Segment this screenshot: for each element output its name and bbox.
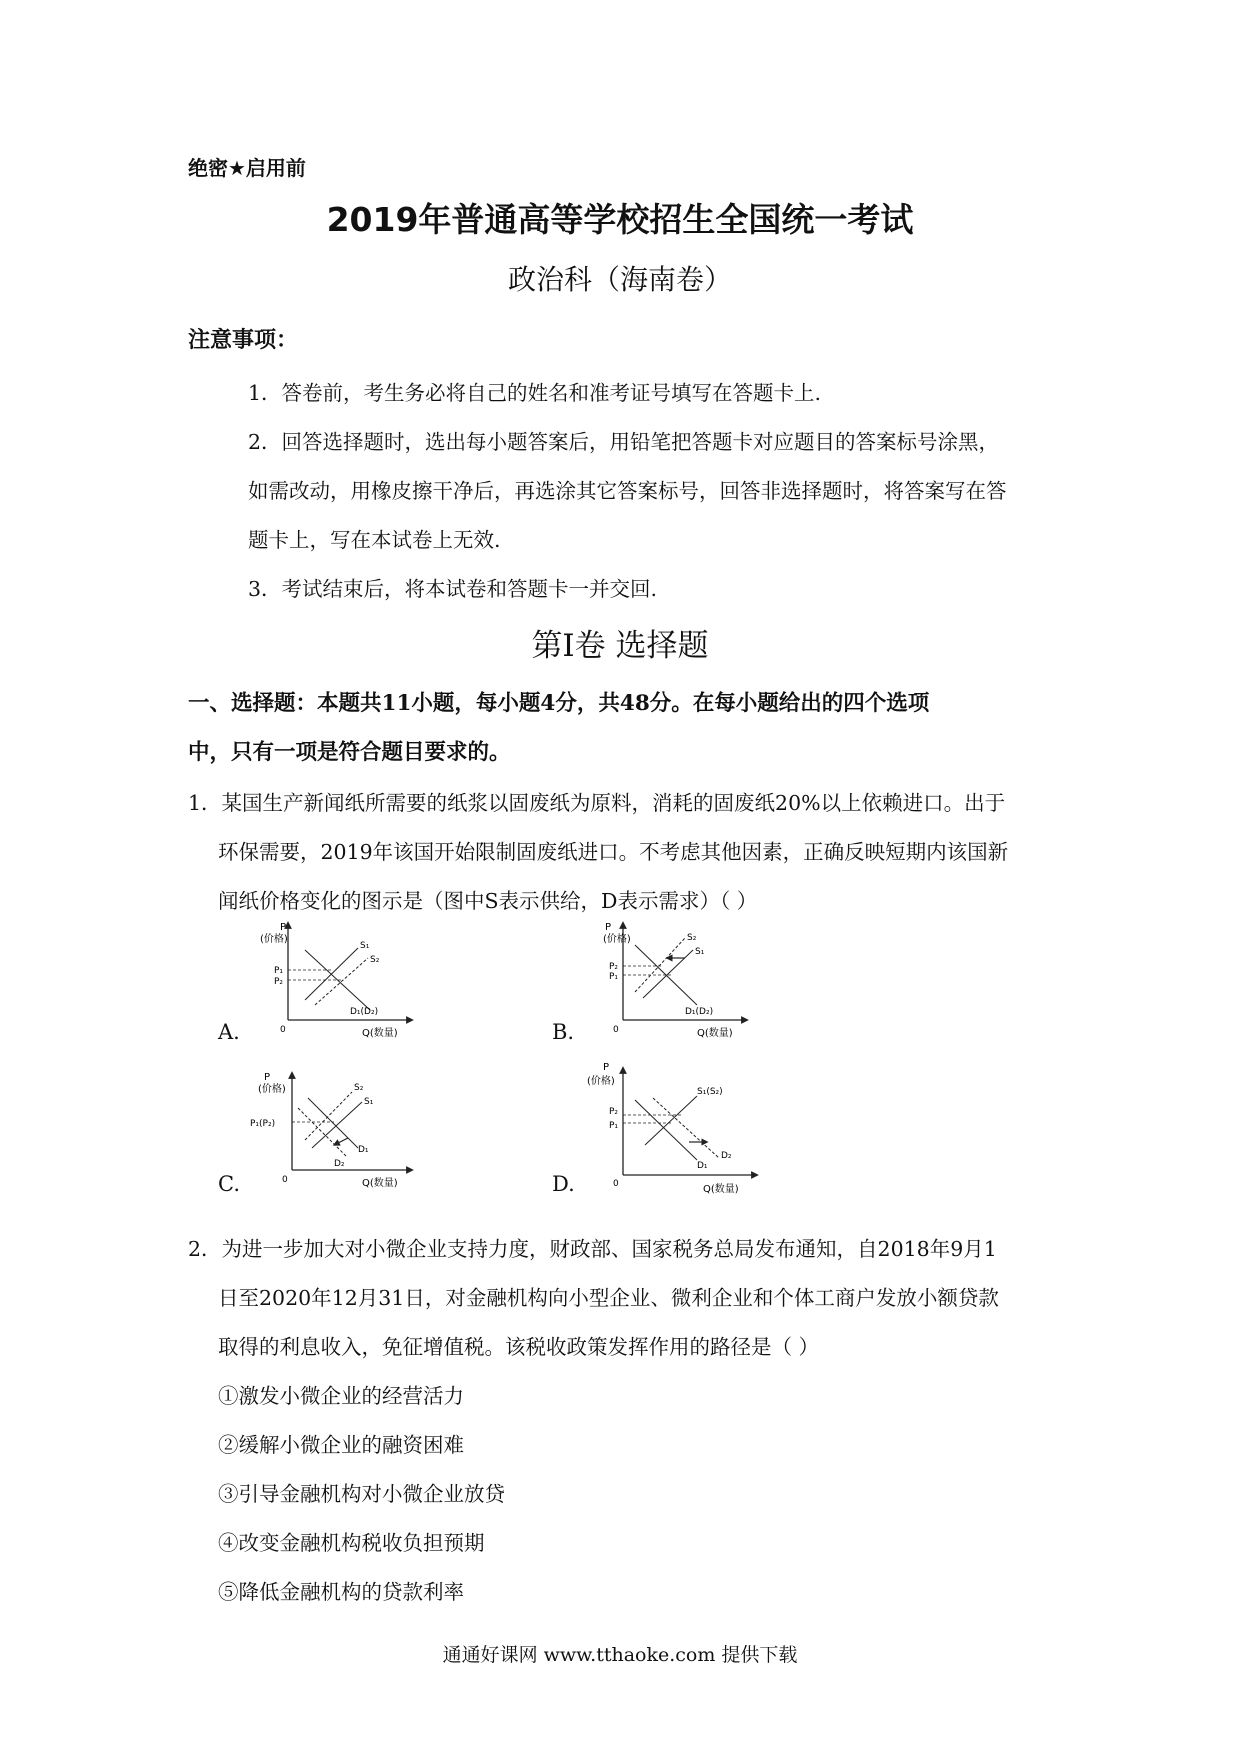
demand-curve-d1: [308, 1098, 358, 1148]
d1-label: D₁: [358, 1145, 369, 1155]
option-d-label: D.: [552, 1172, 575, 1196]
d-label: D₁(D₂): [685, 1007, 714, 1017]
section-instruction: 中，只有一项是符合题目要求的。: [188, 740, 511, 765]
d1-label: D₁: [697, 1161, 708, 1171]
shift-arrow: [336, 1138, 348, 1144]
p-axis-label: P: [280, 922, 287, 933]
exam-title: 2019年普通高等学校招生全国统一考试: [326, 200, 914, 239]
p1-label: P₁: [609, 1121, 619, 1131]
p1-label: P₁: [609, 972, 619, 982]
supply-curve: [645, 1096, 697, 1145]
p-axis-unit: (价格): [587, 1076, 615, 1087]
p2-label: P₂: [609, 962, 619, 972]
supply-curve-s1: [643, 950, 693, 998]
origin-label: 0: [282, 1175, 288, 1185]
graph-c: [250, 1070, 420, 1190]
p1-label: P₁: [274, 966, 284, 976]
q-axis-label: Q(数量): [703, 1184, 739, 1195]
s2-label: S₂: [354, 1083, 364, 1093]
notice-line: 1．答卷前，考生务必将自己的姓名和准考证号填写在答题卡上.: [248, 381, 822, 405]
s2-label: S₂: [370, 955, 380, 965]
section-title: 第Ⅰ卷 选择题: [531, 628, 709, 664]
s-label: S₁(S₂): [697, 1087, 723, 1097]
origin-label: 0: [613, 1179, 619, 1189]
question-2-line: 2．为进一步加大对小微企业支持力度，财政部、国家税务总局发布通知，自2018年9月1: [188, 1237, 997, 1261]
p-axis-label: P: [603, 1062, 610, 1073]
question-2-line: 取得的利息收入，免征增值税。该税收政策发挥作用的路径是（ ）: [218, 1335, 820, 1359]
d2-label: D₂: [334, 1159, 345, 1169]
graph-b: [585, 920, 755, 1040]
p-axis-label: P: [605, 922, 612, 933]
question-1-line: 环保需要，2019年该国开始限制固废纸进口。不考虑其他因素，正确反映短期内该国新: [218, 840, 1009, 864]
secret-mark: 绝密★启用前: [188, 156, 306, 180]
p-axis-unit: (价格): [260, 934, 288, 945]
question-2-item: ④改变金融机构税收负担预期: [218, 1531, 485, 1555]
p2-label: P₂: [274, 977, 284, 987]
demand-curve-d2: [298, 1108, 346, 1156]
s1-label: S₁: [695, 947, 705, 957]
p-axis-unit: (价格): [258, 1084, 286, 1095]
graph-d: [585, 1060, 765, 1195]
d-label: D₁(D₂): [350, 1007, 379, 1017]
graph-a: [250, 920, 420, 1040]
supply-curve-s2: [315, 958, 368, 1005]
s1-label: S₁: [360, 941, 370, 951]
origin-label: 0: [613, 1025, 619, 1035]
s2-label: S₂: [687, 933, 697, 943]
p-axis-label: P: [264, 1072, 271, 1083]
footer-text: 通通好课网 www.tthaoke.com 提供下载: [442, 1644, 798, 1666]
notice-line: 2．回答选择题时，选出每小题答案后，用铅笔把答题卡对应题目的答案标号涂黑，: [248, 430, 1000, 454]
question-2-item: ②缓解小微企业的融资困难: [218, 1433, 464, 1457]
notice-line: 3．考试结束后，将本试卷和答题卡一并交回.: [248, 577, 658, 601]
option-a-label: A.: [218, 1020, 240, 1044]
q-axis-label: Q(数量): [697, 1028, 733, 1039]
p-label: P₁(P₂): [250, 1119, 276, 1129]
p-axis-unit: (价格): [603, 934, 631, 945]
d2-label: D₂: [721, 1151, 732, 1161]
q-axis-label: Q(数量): [362, 1178, 398, 1189]
notice-line: 题卡上，写在本试卷上无效.: [248, 528, 501, 552]
section-instruction: 一、选择题：本题共11小题，每小题4分，共48分。在每小题给出的四个选项: [188, 691, 930, 716]
option-b-label: B.: [552, 1020, 575, 1044]
notice-heading: 注意事项：: [188, 328, 299, 353]
question-2-item: ③引导金融机构对小微企业放贷: [218, 1482, 505, 1506]
question-2-line: 日至2020年12月31日，对金融机构向小型企业、微利企业和个体工商户发放小额贷款: [218, 1286, 999, 1310]
p2-label: P₂: [609, 1107, 619, 1117]
question-1-line: 1．某国生产新闻纸所需要的纸浆以固废纸为原料，消耗的固废纸20%以上依赖进口。出于: [188, 791, 1006, 815]
question-1-line: 闻纸价格变化的图示是（图中S表示供给，D表示需求）（ ）: [218, 889, 758, 913]
question-2-item: ⑤降低金融机构的贷款利率: [218, 1580, 464, 1604]
origin-label: 0: [280, 1025, 286, 1035]
exam-subtitle: 政治科（海南卷）: [507, 263, 732, 296]
s1-label: S₁: [364, 1097, 374, 1107]
notice-line: 如需改动，用橡皮擦干净后，再选涂其它答案标号，回答非选择题时，将答案写在答: [248, 479, 1007, 503]
option-c-label: C.: [218, 1172, 240, 1196]
q-axis-label: Q(数量): [362, 1028, 398, 1039]
question-2-item: ①激发小微企业的经营活力: [218, 1384, 464, 1408]
